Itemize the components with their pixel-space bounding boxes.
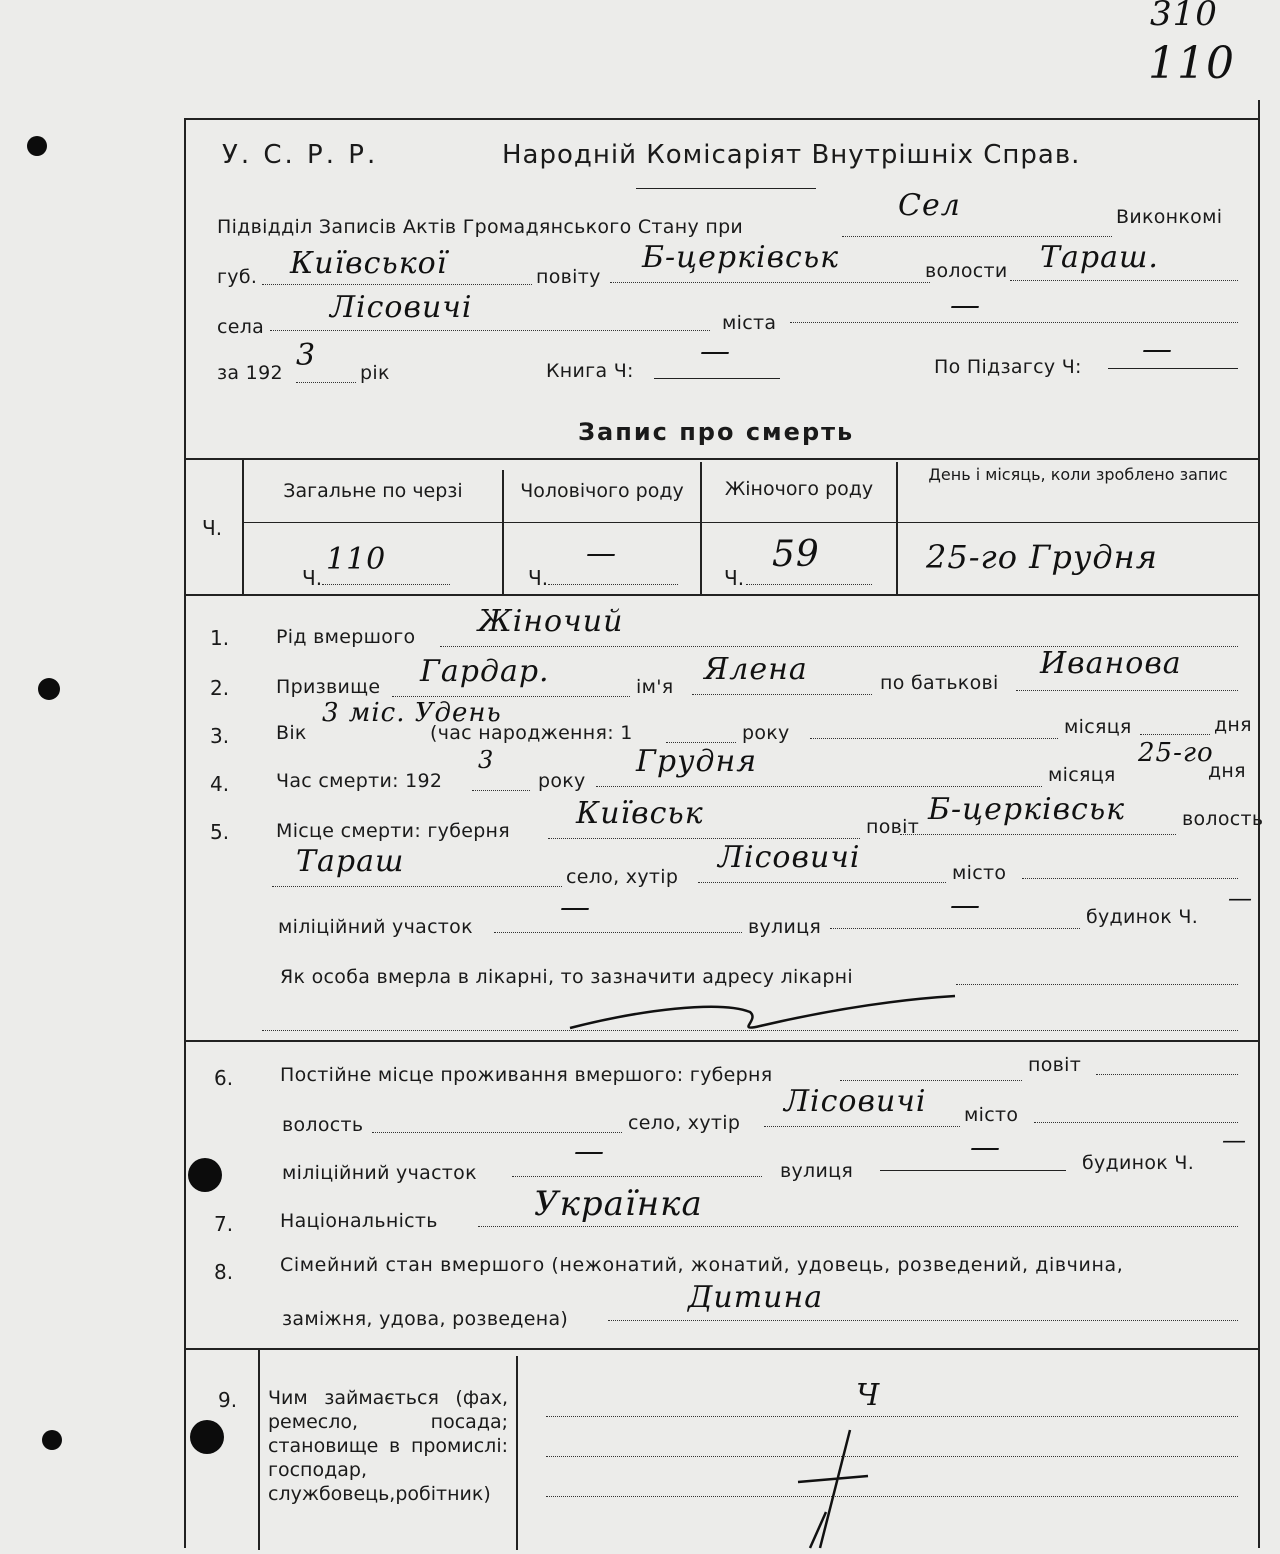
header-record-date: День і місяць, коли зроблено запис <box>928 465 1228 484</box>
death-month-underline <box>596 786 1042 787</box>
occupation-box-right <box>516 1356 518 1550</box>
residence-gub-underline <box>840 1080 1022 1081</box>
marital-status-underline <box>608 1320 1238 1321</box>
death-month-value: Грудня <box>636 744 758 779</box>
povit-underline <box>610 282 930 283</box>
male-count-value: — <box>586 536 617 571</box>
residence-street-value: — <box>970 1130 1001 1165</box>
birth-year-underline <box>666 742 736 743</box>
nationality-underline <box>478 1226 1238 1227</box>
record-title: Запис про смерть <box>578 418 855 446</box>
table-bottom-line <box>184 594 1260 596</box>
office-prefix: Підвідділ Записів Актів Громадянського Стану при <box>217 216 744 238</box>
punch-hole <box>42 1430 62 1450</box>
birth-day-label: дня <box>1214 714 1252 736</box>
dash-scribble <box>560 990 960 1040</box>
field-number: 5. <box>210 820 230 844</box>
death-street-value: — <box>950 888 981 923</box>
death-selo-label: село, хутір <box>566 866 679 888</box>
sex-value: Жіночий <box>478 604 624 639</box>
selo-label: села <box>217 316 265 338</box>
death-misto-label: місто <box>952 862 1007 884</box>
office-suffix: Виконкомі <box>1116 206 1223 228</box>
patronymic-underline <box>1016 690 1238 691</box>
residence-povit-underline <box>1096 1074 1238 1075</box>
residence-volost-label: волость <box>282 1114 364 1136</box>
residence-povit-label: повіт <box>1028 1054 1082 1076</box>
residence-misto-underline <box>1034 1122 1238 1123</box>
archive-current-number: 110 <box>1148 38 1235 89</box>
volost-underline <box>1010 280 1238 281</box>
death-house-label: будинок Ч. <box>1086 906 1199 928</box>
archive-old-number: 310 <box>1150 0 1218 34</box>
death-povit-label: повіт <box>866 816 920 838</box>
death-volost-value: Тараш <box>296 844 405 879</box>
header-general: Загальне по черзі <box>283 480 463 502</box>
table-header-line <box>244 522 1258 523</box>
misto-value: — <box>950 288 981 323</box>
field-number: 2. <box>210 676 230 700</box>
general-prefix: Ч. <box>302 566 323 590</box>
residence-militia-label: міліційний участок <box>282 1162 477 1184</box>
occupation-value: Ч <box>856 1378 881 1413</box>
hospital-underline <box>956 984 1238 985</box>
povit-value: Б-церківськ <box>642 240 840 275</box>
field-number: 1. <box>210 626 230 650</box>
table-row-label: Ч. <box>202 516 223 540</box>
field-number: 7. <box>214 1212 234 1236</box>
occupation-label: Чим займається (фах, ремесло, посада; становище в промислі: господар, службовець,робітник) <box>268 1387 508 1505</box>
surname-underline <box>392 696 630 697</box>
year-digit-value: 3 <box>296 338 317 373</box>
death-place-label: Місце смерти: губерня <box>276 820 511 842</box>
death-povit-value: Б-церківськ <box>928 792 1126 827</box>
residence-militia-underline <box>512 1176 762 1177</box>
birth-label: (час народження: 1 <box>430 722 633 744</box>
marital-status-label: Сімейний стан вмершого (нежонатий, жонатий, удовець, розведений, дівчина, <box>280 1254 1124 1276</box>
death-militia-underline <box>494 932 742 933</box>
field-number: 3. <box>210 724 230 748</box>
gub-value: Київської <box>290 246 448 281</box>
death-time-label: Час смерти: 192 <box>276 770 443 792</box>
male-underline <box>548 584 678 585</box>
death-year-label: року <box>538 770 586 792</box>
povit-label: повіту <box>536 266 601 288</box>
death-month-label: місяця <box>1048 764 1116 786</box>
punch-hole <box>190 1420 224 1454</box>
rik-label: рік <box>360 362 390 384</box>
residence-street-label: вулиця <box>780 1160 854 1182</box>
frame-left <box>184 118 186 1548</box>
section-divider <box>184 1040 1260 1042</box>
death-house-value: — <box>1228 884 1253 912</box>
general-underline <box>322 584 450 585</box>
office-underline <box>842 236 1112 237</box>
death-volost-underline <box>272 886 562 887</box>
residence-house-label: будинок Ч. <box>1082 1152 1195 1174</box>
patronymic-value: Иванова <box>1040 646 1182 681</box>
scratch-mark <box>780 1420 900 1550</box>
occupation-underline <box>546 1416 1238 1417</box>
marital-status-value: Дитина <box>688 1280 824 1315</box>
nationality-value: Українка <box>534 1184 703 1224</box>
ministry-title: Народній Комісаріят Внутрішніх Справ. <box>502 140 1081 170</box>
punch-hole <box>38 678 60 700</box>
selo-underline <box>270 330 710 331</box>
death-militia-value: — <box>560 890 591 925</box>
death-year-underline <box>472 790 530 791</box>
header-male: Чоловічого роду <box>520 480 684 502</box>
death-street-label: вулиця <box>748 916 822 938</box>
surname-value: Гардар. <box>420 654 550 689</box>
death-street-underline <box>830 928 1080 929</box>
subsection-label: По Підзагсу Ч: <box>934 356 1082 378</box>
republic-title: У. С. Р. Р. <box>222 140 379 170</box>
residence-selo-underline <box>764 1126 960 1127</box>
birth-day-underline <box>1140 734 1210 735</box>
death-gub-underline <box>548 838 860 839</box>
year-underline <box>296 382 356 383</box>
residence-misto-label: місто <box>964 1104 1019 1126</box>
section-divider <box>184 1348 1260 1350</box>
selo-value: Лісовичі <box>330 290 473 325</box>
female-count-value: 59 <box>772 534 820 575</box>
female-underline <box>746 584 872 585</box>
sex-label: Рід вмершого <box>276 626 416 648</box>
year-prefix: за 192 <box>217 362 283 384</box>
name-underline <box>692 694 872 695</box>
subsection-underline <box>1108 368 1238 369</box>
punch-hole <box>27 136 47 156</box>
death-misto-underline <box>1022 878 1238 879</box>
birth-year-label: року <box>742 722 790 744</box>
marital-status-label-2: заміжня, удова, розведена) <box>282 1308 569 1330</box>
table-divider <box>896 462 898 596</box>
general-count-value: 110 <box>326 542 387 577</box>
age-label: Вік <box>276 722 307 744</box>
table-divider <box>242 460 244 596</box>
death-militia-label: міліційний участок <box>278 916 473 938</box>
age-value: 3 міс. Удень <box>322 698 502 728</box>
book-label: Книга Ч: <box>546 360 634 382</box>
book-value: — <box>700 334 731 369</box>
header-female: Жіночого роду <box>724 478 874 500</box>
misto-label: міста <box>722 312 777 334</box>
field-number: 9. <box>218 1388 238 1412</box>
gub-underline <box>262 284 532 285</box>
death-volost-label: волость <box>1182 808 1264 830</box>
residence-selo-label: село, хутір <box>628 1112 741 1134</box>
death-selo-value: Лісовичі <box>718 840 861 875</box>
residence-label: Постійне місце проживання вмершого: губерня <box>280 1064 773 1086</box>
male-prefix: Ч. <box>528 566 549 590</box>
header-divider <box>636 188 816 189</box>
death-povit-underline <box>900 834 1176 835</box>
residence-house-value: — <box>1222 1126 1247 1154</box>
death-day-label: дня <box>1208 760 1246 782</box>
nationality-label: Національність <box>280 1210 438 1232</box>
death-day-value: 25-го <box>1138 738 1214 768</box>
death-selo-underline <box>698 882 946 883</box>
residence-militia-value: — <box>574 1134 605 1169</box>
female-prefix: Ч. <box>724 566 745 590</box>
residence-volost-underline <box>372 1132 622 1133</box>
name-label: ім'я <box>636 676 674 698</box>
subsection-value: — <box>1142 332 1173 367</box>
volost-value: Тараш. <box>1040 240 1159 275</box>
gub-label: губ. <box>217 266 258 288</box>
hospital-label: Як особа вмерла в лікарні, то зазначити адресу лікарні <box>280 966 853 988</box>
occupation-box-left <box>258 1350 260 1550</box>
volost-label: волости <box>925 260 1008 282</box>
surname-label: Призвище <box>276 676 381 698</box>
council-type-value: Сел <box>898 188 961 223</box>
punch-hole <box>188 1158 222 1192</box>
death-gub-value: Київськ <box>576 796 704 831</box>
table-top-line <box>184 458 1260 460</box>
frame-top <box>184 118 1260 120</box>
birth-month-underline <box>810 738 1058 739</box>
patronymic-label: по батькові <box>880 672 999 694</box>
field-number: 8. <box>214 1260 234 1284</box>
book-underline <box>654 378 780 379</box>
birth-month-label: місяця <box>1064 716 1132 738</box>
residence-street-underline <box>880 1170 1066 1171</box>
misto-underline <box>790 322 1238 323</box>
field-number: 6. <box>214 1066 234 1090</box>
residence-selo-value: Лісовичі <box>784 1084 927 1119</box>
record-date-value: 25-го Грудня <box>926 538 1158 576</box>
field-number: 4. <box>210 772 230 796</box>
death-year-digit-value: 3 <box>478 746 495 774</box>
name-value: Ялена <box>704 652 808 687</box>
